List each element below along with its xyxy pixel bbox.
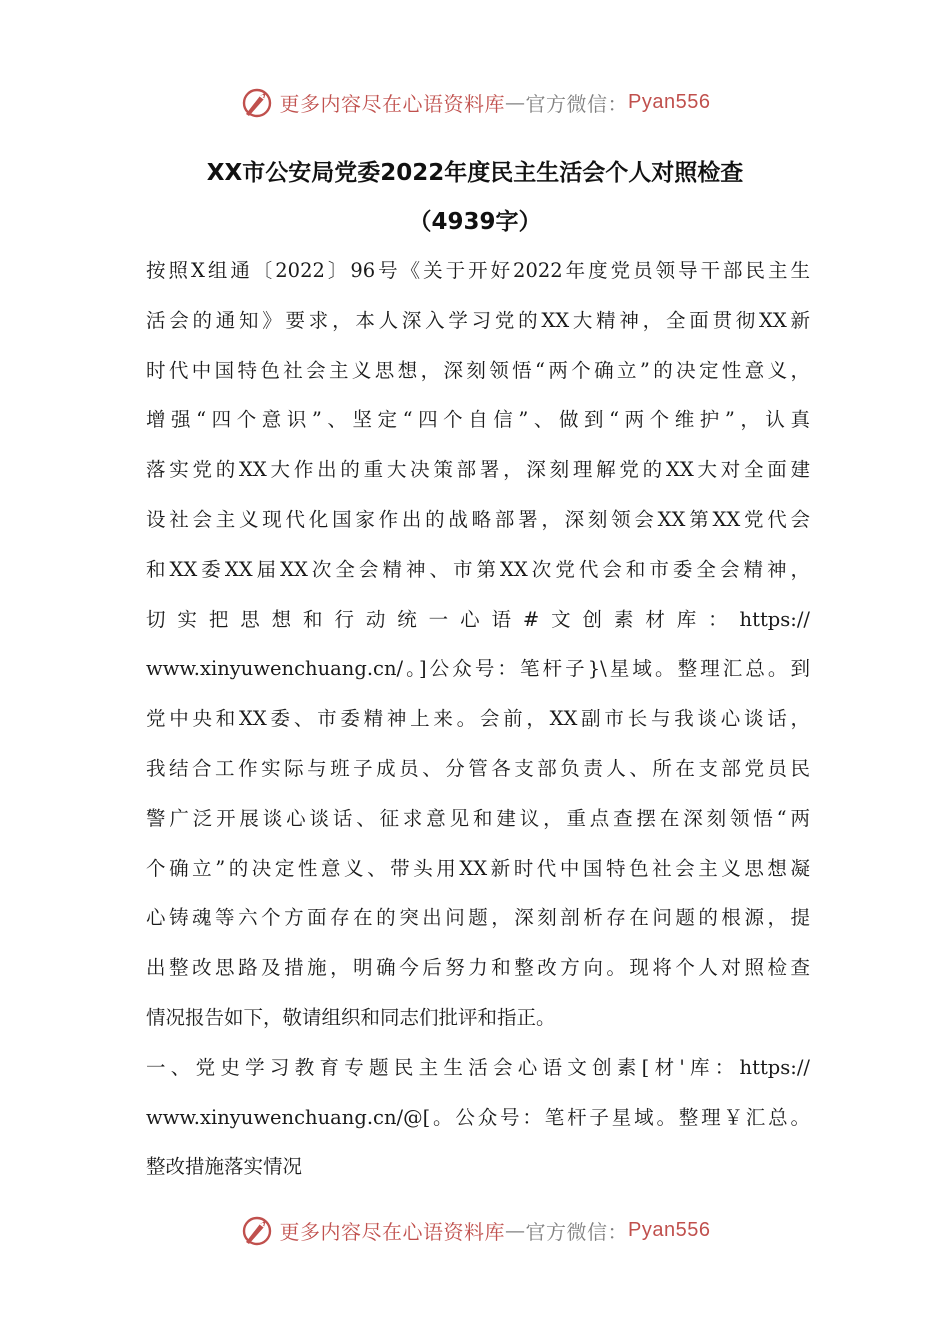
document-word-count: （4939字） xyxy=(408,209,542,235)
body-line: 按照X组通〔2022〕96号《关于开好2022年度党员领导干部民主生 xyxy=(146,259,810,282)
footer-banner xyxy=(0,1210,950,1250)
header-banner xyxy=(0,82,950,122)
banner-text-main: 更多内容尽在心语资料库 xyxy=(279,1219,506,1244)
banner-dash: — xyxy=(505,90,526,114)
body-line: 心铸魂等六个方面存在的突出问题，深刻剖析存在问题的根源，提 xyxy=(146,906,810,930)
document-body xyxy=(146,246,810,1192)
banner-wechat-label: 官方微信： xyxy=(525,1219,629,1244)
body-line: 党中央和XX委、市委精神上来。会前，XX副市长与我谈心谈话， xyxy=(146,707,810,731)
body-line: 时代中国特色社会主义思想，深刻领悟“两个确立”的决定性意义， xyxy=(146,358,810,382)
body-line: 增强“四个意识”、坚定“四个自信”、做到“两个维护”，认真 xyxy=(146,408,810,432)
body-line: 情况报告如下，敬请组织和同志们批评和指正。 xyxy=(146,1005,556,1029)
body-line: 我结合工作实际与班子成员、分管各支部负责人、所在支部党员民 xyxy=(146,756,810,780)
body-line: 警广泛开展谈心谈话、征求意见和建议，重点查摆在深刻领悟“两 xyxy=(146,806,810,830)
body-line: 整改措施落实情况 xyxy=(146,1155,303,1179)
banner-dash: — xyxy=(505,1218,526,1242)
body-line: 出整改思路及措施，明确今后努力和整改方向。现将个人对照检查 xyxy=(146,956,810,980)
body-line: 设社会主义现代化国家作出的战略部署，深刻领会XX第XX党代会 xyxy=(146,507,810,531)
body-line: 和XX委XX届XX次全会精神、市第XX次党代会和市委全会精神， xyxy=(146,557,810,581)
body-line: www.xinyuwenchuang.cn/。]公众号：笔杆子}\星域。整理汇总。到 xyxy=(146,657,810,681)
body-line: 落实党的XX大作出的重大决策部署，深刻理解党的XX大对全面建 xyxy=(146,458,810,482)
body-line: 个确立”的决定性意义、带头用XX新时代中国特色社会主义思想凝 xyxy=(146,856,810,880)
body-line: 活会的通知》要求，本人深入学习党的XX大精神，全面贯彻XX新 xyxy=(146,308,810,332)
body-line: 切实把思想和行动统一心语#文创素材库：https:// xyxy=(146,607,810,631)
body-line: www.xinyuwenchuang.cn/@[。公众号：笔杆子星域。整理￥汇总。 xyxy=(146,1105,810,1129)
pen-nib-circle-icon xyxy=(240,84,276,120)
banner-wechat-id: Pyan556 xyxy=(628,90,711,113)
banner-wechat-id: Pyan556 xyxy=(628,1218,711,1241)
pen-nib-circle-icon xyxy=(240,1212,276,1248)
body-line: 一、党史学习教育专题民主生活会心语文创素[材'库：https:// xyxy=(146,1055,810,1079)
document-title: XX市公安局党委2022年度民主生活会个人对照检查 xyxy=(206,160,744,186)
banner-wechat-label: 官方微信： xyxy=(525,91,629,116)
banner-text-main: 更多内容尽在心语资料库 xyxy=(279,91,506,116)
